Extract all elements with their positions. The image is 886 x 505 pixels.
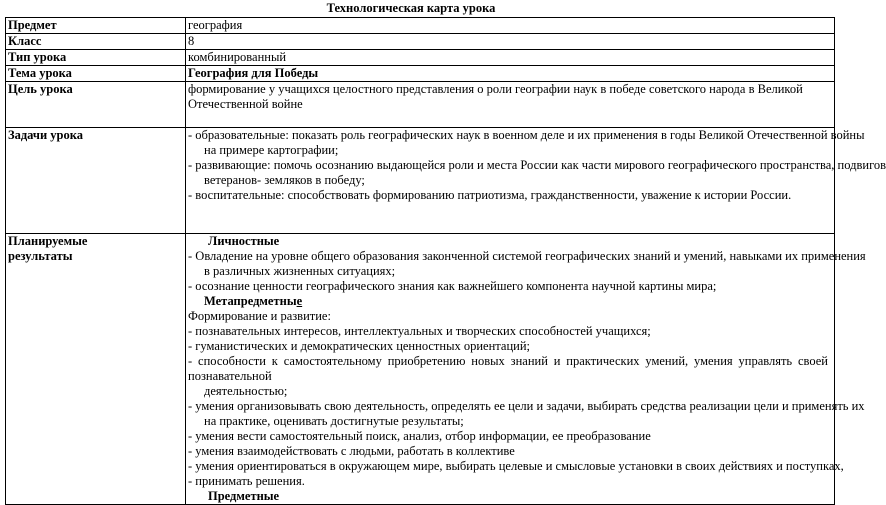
lesson-type-value: комбинированный bbox=[186, 50, 835, 66]
word: приобретению bbox=[387, 354, 466, 368]
row-subject bbox=[6, 18, 835, 34]
personal-heading: Личностные bbox=[208, 234, 280, 248]
result-line: - умения ориентироваться в окружающем мире, выбирать целевые и смысловые установки в своих действиях и поступках, bbox=[188, 459, 844, 473]
result-line: познавательной bbox=[188, 369, 272, 383]
lesson-type-label: Тип урока bbox=[6, 50, 186, 66]
word: умения bbox=[693, 354, 733, 368]
results-label-line: результаты bbox=[8, 249, 73, 263]
result-line: на практике, оценивать достигнутые результаты; bbox=[204, 414, 464, 428]
word: новых bbox=[471, 354, 505, 368]
row-results bbox=[6, 234, 835, 505]
result-line: - Овладение на уровне общего образования законченной системой географических знаний и умений, навыками их применения bbox=[188, 249, 866, 263]
grade-value: 8 bbox=[186, 34, 835, 50]
row-grade bbox=[6, 34, 835, 50]
task-line: - развивающие: помочь осознанию выдающейся роли и места России как части мирового географического пространства, подвигов bbox=[188, 158, 886, 172]
lesson-card-table bbox=[5, 17, 886, 505]
goal-label: Цель урока bbox=[6, 82, 186, 128]
task-line: на примере картографии; bbox=[204, 143, 339, 157]
result-line: - познавательных интересов, интеллектуальных и творческих способностей учащихся; bbox=[188, 324, 651, 338]
result-line: - умения вести самостоятельный поиск, анализ, отбор информации, ее преобразование bbox=[188, 429, 651, 443]
meta-heading-text: Метапредметны bbox=[204, 294, 297, 308]
subject-label: Предмет bbox=[6, 18, 186, 34]
subject-value: география bbox=[186, 18, 835, 34]
results-label-line: Планируемые bbox=[8, 234, 88, 248]
row-lesson-type bbox=[6, 50, 835, 66]
word: самостоятельному bbox=[283, 354, 382, 368]
word: знаний bbox=[510, 354, 548, 368]
word: своей bbox=[797, 354, 828, 368]
tasks-label: Задачи урока bbox=[6, 128, 186, 234]
word: и bbox=[553, 354, 561, 368]
spacer bbox=[188, 218, 832, 233]
goal-line: формирование у учащихся целостного представления о роли географии наук в победе советского народа в Великой bbox=[188, 82, 803, 96]
document-page bbox=[0, 1, 886, 503]
row-topic bbox=[6, 66, 835, 82]
goal-line: Отечественной войне bbox=[188, 97, 303, 111]
word: способности bbox=[198, 354, 266, 368]
topic-label: Тема урока bbox=[6, 66, 186, 82]
row-tasks bbox=[6, 128, 835, 234]
word: к bbox=[271, 354, 278, 368]
task-line: - воспитательные: способствовать формированию патриотизма, гражданственности, уважение к истории России. bbox=[188, 188, 792, 202]
topic-value: География для Победы bbox=[186, 66, 835, 82]
document-title: Технологическая карта урока bbox=[326, 1, 496, 15]
word: управлять bbox=[738, 354, 793, 368]
subject-results-heading: Предметные bbox=[208, 489, 280, 503]
row-goal bbox=[6, 82, 835, 128]
result-line: - умения организовывать свою деятельность, определять ее цели и задачи, выбирать средства реализации цели и применять их bbox=[188, 399, 865, 413]
spacer bbox=[188, 112, 832, 127]
grade-label: Класс bbox=[6, 34, 186, 50]
goal-value bbox=[186, 82, 835, 128]
word: умений, bbox=[645, 354, 689, 368]
result-line: - осознание ценности географического знания как важнейшего компонента научной картины мира; bbox=[188, 279, 717, 293]
task-line: - образовательные: показать роль географических наук в военном деле и их применения в годы Великой Отечественной войны bbox=[188, 128, 865, 142]
result-line: Формирование и развитие: bbox=[188, 309, 331, 323]
result-line-justified bbox=[188, 354, 828, 369]
spacer bbox=[188, 203, 832, 218]
result-line: - умения взаимодействовать с людьми, работать в коллективе bbox=[188, 444, 515, 458]
tasks-value bbox=[186, 128, 886, 234]
results-label bbox=[6, 234, 186, 505]
word: практических bbox=[566, 354, 640, 368]
meta-heading-tail: е bbox=[296, 294, 303, 308]
task-line: ветеранов- земляков в победу; bbox=[204, 173, 365, 187]
result-line: в различных жизненных ситуациях; bbox=[204, 264, 396, 278]
meta-heading bbox=[188, 294, 832, 309]
result-line: - гуманистических и демократических ценностных ориентаций; bbox=[188, 339, 530, 353]
result-line: - принимать решения. bbox=[188, 474, 305, 488]
word: - bbox=[188, 354, 193, 368]
result-line: деятельностью; bbox=[204, 384, 288, 398]
results-value bbox=[186, 234, 866, 505]
